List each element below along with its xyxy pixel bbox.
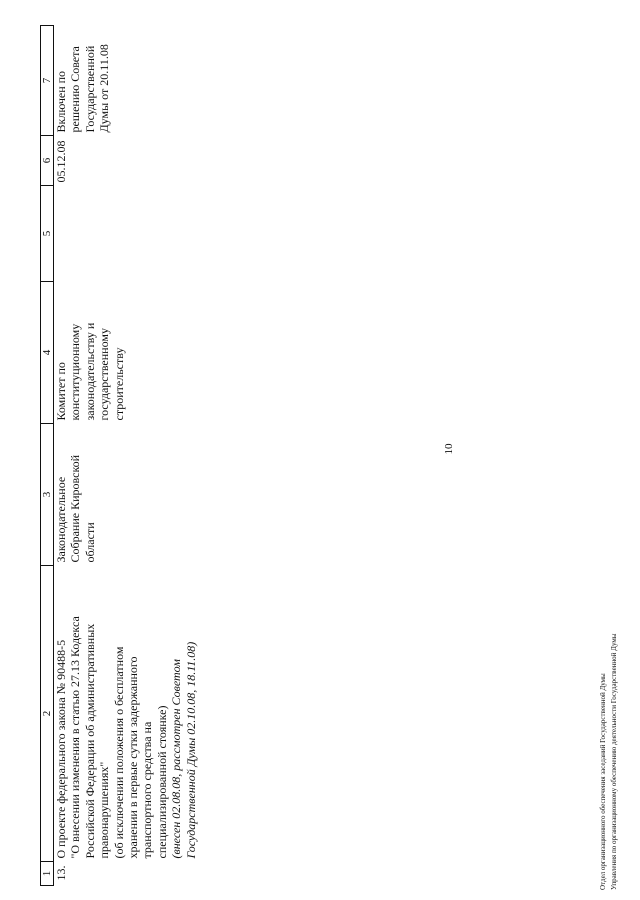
header-col-6: 6 — [41, 136, 54, 186]
committee-line: законодательству и — [82, 322, 97, 421]
status-line: Государственной — [82, 45, 97, 133]
bill-title-line: специализированной стоянке) — [154, 705, 169, 859]
status-cell — [54, 26, 198, 136]
bill-note-line: (внесен 02.08.08, рассмотрен Советом — [169, 659, 184, 859]
committee-cell — [54, 282, 198, 424]
header-col-2: 2 — [41, 566, 54, 862]
row-number: 13. — [54, 865, 68, 881]
date-cell: 05.12.08 — [54, 140, 68, 183]
bill-title-line: транспортного средства на — [140, 721, 155, 859]
header-col-7: 7 — [41, 26, 54, 136]
bill-title-line: О проекте федерального закона № 90488-5 — [54, 639, 68, 859]
status-line: Думы от 20.11.08 — [97, 44, 112, 133]
header-row — [41, 26, 54, 886]
bill-title-line: хранении в первые сутки задержанного — [125, 656, 140, 859]
initiator-line: Законодательное — [54, 476, 68, 563]
bill-table — [40, 25, 198, 886]
footer-line-2: Управления по организационному обеспечению деятельности Государственной Думы — [610, 633, 618, 890]
bill-title-line: (об исключении положения о бесплатном — [111, 646, 126, 859]
bill-note-line: Государственной Думы 02.10.08, 18.11.08) — [183, 641, 198, 859]
page-number: 10 — [443, 443, 455, 455]
header-col-4: 4 — [41, 282, 54, 424]
committee-line: государственному — [97, 328, 112, 421]
bill-title-cell — [54, 566, 198, 862]
table-row — [54, 26, 198, 886]
initiator-line: области — [82, 522, 97, 563]
header-col-5: 5 — [41, 186, 54, 282]
initiator-line: Собрание Кировской — [68, 454, 83, 563]
col5-cell — [54, 186, 198, 282]
committee-line: конституционному — [68, 323, 83, 421]
header-col-1: 1 — [41, 862, 54, 886]
header-col-3: 3 — [41, 424, 54, 566]
footer — [598, 634, 620, 890]
committee-line: Комитет по — [54, 362, 68, 421]
initiator-cell — [54, 424, 198, 566]
committee-line: строительству — [111, 347, 126, 421]
bill-title-line: правонарушениях" — [97, 761, 112, 859]
bill-title-line: "О внесении изменения в статью 27.13 Кодекса — [68, 616, 83, 859]
bill-title-line: Российской Федерации об административных — [82, 623, 97, 859]
status-line: решению Совета — [68, 46, 83, 133]
status-line: Включен по — [54, 70, 68, 133]
footer-line-1: Отдел организационного обеспечения заседаний Государственной Думы — [599, 673, 607, 890]
